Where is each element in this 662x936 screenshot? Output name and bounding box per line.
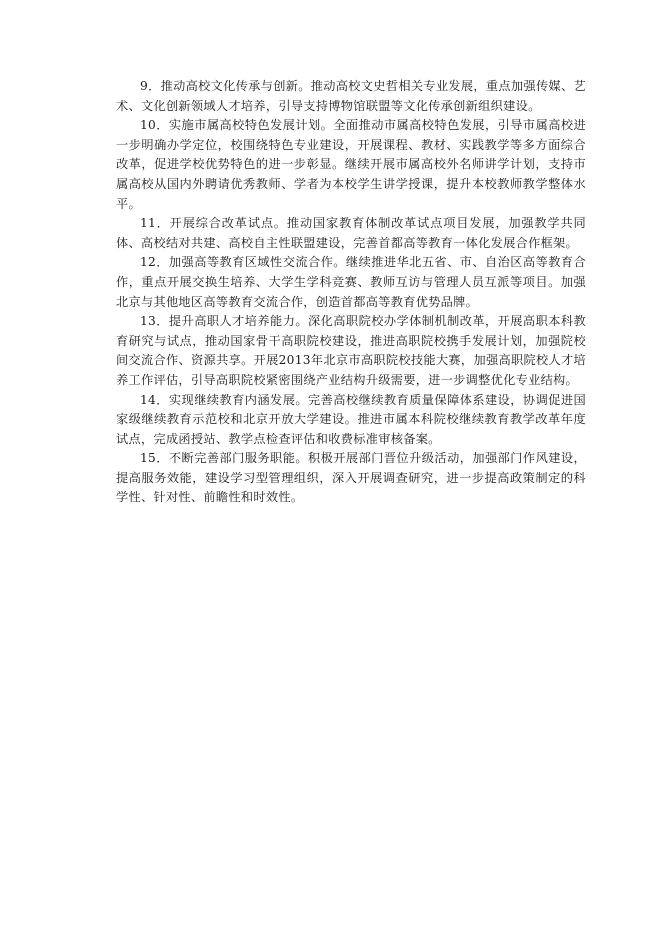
paragraph-item-14: 14．实现继续教育内涵发展。完善高校继续教育质量保障体系建设，协调促进国家级继续教育示范校和北京开放大学建设。推进市属本科院校继续教育教学改革年度试点，完成函授站、教学点检查评估和收费标准审核备案。: [116, 392, 586, 446]
document-body: [116, 77, 586, 508]
paragraph-item-10: 10．实施市属高校特色发展计划。全面推动市属高校特色发展，引导市属高校进一步明确办学定位，校围绕特色专业建设，开展课程、教材、实践教学等多方面综合改革，促进学校优势特色的进一步彰显。继续开展市属高校外名师讲学计划，支持市属高校从国内外聘请优秀教师、学者为本校学生讲学授课，提升本校教师教学整体水平。: [116, 118, 586, 211]
paragraph-item-11: 11．开展综合改革试点。推动国家教育体制改革试点项目发展，加强教学共同体、高校结对共建、高校自主性联盟建设，完善首都高等教育一体化发展合作框架。: [116, 216, 586, 250]
paragraph-item-13: 13．提升高职人才培养能力。深化高职院校办学体制机制改革，开展高职本科教育研究与试点，推动国家骨干高职院校建设，推进高职院校携手发展计划，加强院校间交流合作、资源共享。开展2013年北京市高职院校技能大赛，加强高职院校人才培养工作评估，引导高职院校紧密围绕产业结构升级需要，进一步调整优化专业结构。: [116, 314, 586, 387]
paragraph-item-15: 15．不断完善部门服务职能。积极开展部门晋位升级活动，加强部门作风建设，提高服务效能，建设学习型管理组织，深入开展调查研究，进一步提高政策制定的科学性、针对性、前瞻性和时效性。: [116, 451, 586, 505]
paragraph-item-12: 12．加强高等教育区域性交流合作。继续推进华北五省、市、自治区高等教育合作，重点开展交换生培养、大学生学科竞赛、教师互访与管理人员互派等项目。加强北京与其他地区高等教育交流合作，创造首都高等教育优势品牌。: [116, 255, 586, 309]
paragraph-item-9: 9．推动高校文化传承与创新。推动高校文史哲相关专业发展，重点加强传媒、艺术、文化创新领域人才培养，引导支持博物馆联盟等文化传承创新组织建设。: [116, 79, 586, 113]
